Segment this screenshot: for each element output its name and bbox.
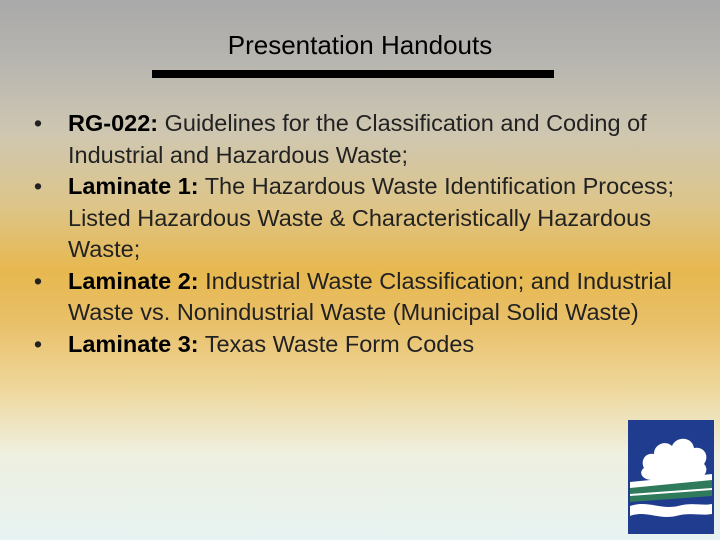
agency-logo-icon [628, 420, 714, 534]
bullet-marker: • [33, 110, 43, 136]
bullet-text: Industrial Waste Classification; and Industrial Waste vs. Nonindustrial Waste (Municipal Solid Waste) [68, 267, 672, 325]
bullet-lead: Laminate 1: [68, 173, 199, 199]
logo-graphic [630, 422, 712, 532]
bullet-marker: • [33, 267, 43, 294]
title-underline [152, 70, 554, 78]
bullet-item-laminate-1 [28, 171, 698, 266]
bullet-item-laminate-2 [28, 266, 698, 329]
bullet-marker: • [33, 330, 43, 357]
bullet-text: Guidelines for the Classification and Coding of Industrial and Hazardous Waste; [68, 110, 647, 168]
bullet-lead: Laminate 3: [68, 330, 199, 357]
bullet-item-laminate-3 [28, 329, 698, 361]
bullet-item-rg022 [28, 108, 698, 171]
bullet-lead: RG-022: [68, 110, 159, 136]
bullet-marker: • [33, 173, 43, 199]
bullet-text: Texas Waste Form Codes [198, 330, 475, 357]
bullet-lead: Laminate 2: [68, 267, 199, 294]
bullet-list [28, 108, 698, 360]
bullet-text: The Hazardous Waste Identification Process; Listed Hazardous Waste & Characteristically Hazardous Waste; [68, 173, 675, 262]
slide-title: Presentation Handouts [227, 30, 493, 60]
